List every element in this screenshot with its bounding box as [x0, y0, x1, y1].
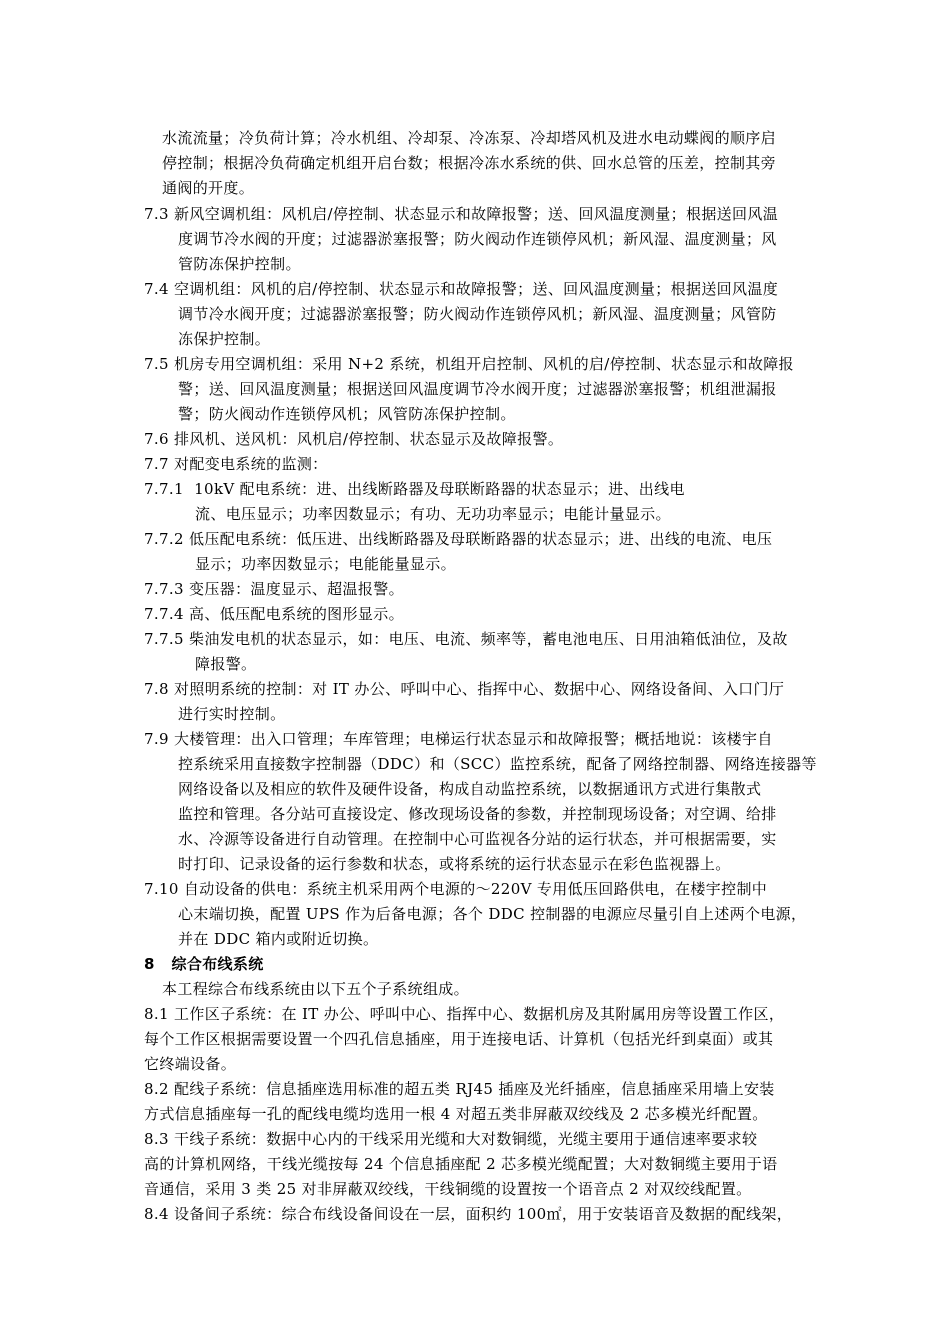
section-8-intro: 本工程综合布线系统由以下五个子系统组成。 [162, 980, 470, 998]
item-7-3-line: 度调节冷水阀的开度；过滤器淤塞报警；防火阀动作连锁停风机；新风湿、温度测量；风 [178, 230, 777, 248]
item-7-7-2-line: 7.7.2 低压配电系统：低压进、出线断路器及母联断路器的状态显示；进、出线的电流、电压 [144, 530, 773, 548]
item-7-8-line: 进行实时控制。 [178, 705, 286, 723]
item-8-1-line: 每个工作区根据需要设置一个四孔信息插座，用于连接电话、计算机（包括光纤到桌面）或其 [144, 1030, 774, 1048]
item-7-9-line: 网络设备以及相应的软件及硬件设备，构成自动监控系统，以数据通讯方式进行集散式 [178, 780, 762, 798]
item-7-7-1-line: 7.7.1 10kV 配电系统：进、出线断路器及母联断路器的状态显示；进、出线电 [144, 480, 685, 498]
item-7-6-line: 7.6 排风机、送风机：风机启/停控制、状态显示及故障报警。 [144, 430, 564, 448]
item-7-9-line: 7.9 大楼管理：出入口管理；车库管理；电梯运行状态显示和故障报警；概括地说：该楼宇自 [144, 730, 773, 748]
continuation-line: 通阀的开度。 [162, 179, 255, 197]
item-7-9-line: 控系统采用直接数字控制器（DDC）和（SCC）监控系统，配备了网络控制器、网络连接器等 [178, 755, 817, 773]
item-7-7-1-line: 流、电压显示；功率因数显示；有功、无功功率显示；电能计量显示。 [195, 505, 671, 523]
item-7-10-line: 并在 DDC 箱内或附近切换。 [178, 930, 379, 948]
item-7-3-line: 7.3 新风空调机组：风机启/停控制、状态显示和故障报警；送、回风温度测量；根据送回风温 [144, 205, 779, 223]
item-7-10-line: 7.10 自动设备的供电：系统主机采用两个电源的～220V 专用低压回路供电，在楼宇控制中 [144, 880, 768, 898]
item-8-4-line: 8.4 设备间子系统：综合布线设备间设在一层，面积约 100㎡，用于安装语音及数据的配线架， [144, 1205, 793, 1223]
item-8-3-line: 8.3 干线子系统：数据中心内的干线采用光缆和大对数铜缆，光缆主要用于通信速率要求较 [144, 1130, 758, 1148]
item-8-3-line: 音通信，采用 3 类 25 对非屏蔽双绞线，干线铜缆的设置按一个语音点 2 对双绞线配置。 [144, 1180, 752, 1198]
item-7-7-3-line: 7.7.3 变压器：温度显示、超温报警。 [144, 580, 404, 598]
item-7-7-line: 7.7 对配变电系统的监测： [144, 455, 328, 473]
item-8-3-line: 高的计算机网络，干线光缆按每 24 个信息插座配 2 芯多模光缆配置；大对数铜缆主要用于语 [144, 1155, 778, 1173]
item-7-8-line: 7.8 对照明系统的控制：对 IT 办公、呼叫中心、指挥中心、数据中心、网络设备间、入口门厅 [144, 680, 785, 698]
continuation-line: 水流流量；冷负荷计算；冷水机组、冷却泵、冷冻泵、冷却塔风机及进水电动蝶阀的顺序启 [162, 129, 777, 147]
item-7-5-line: 7.5 机房专用空调机组：采用 N+2 系统，机组开启控制、风机的启/停控制、状态显示和故障报 [144, 355, 794, 373]
item-7-10-line: 心末端切换，配置 UPS 作为后备电源；各个 DDC 控制器的电源应尽量引自上述两个电源， [178, 905, 807, 923]
item-7-5-line: 警；送、回风温度测量；根据送回风温度调节冷水阀开度；过滤器淤塞报警；机组泄漏报 [178, 380, 777, 398]
item-7-3-line: 管防冻保护控制。 [178, 255, 301, 273]
item-7-7-2-line: 显示；功率因数显示；电能能量显示。 [195, 555, 456, 573]
continuation-line: 停控制；根据冷负荷确定机组开启台数；根据冷冻水系统的供、回水总管的压差，控制其旁 [162, 154, 777, 172]
item-7-4-line: 调节冷水阀开度；过滤器淤塞报警；防火阀动作连锁停风机；新风湿、温度测量；风管防 [178, 305, 777, 323]
item-7-4-line: 冻保护控制。 [178, 330, 271, 348]
item-7-9-line: 时打印、记录设备的运行参数和状态，或将系统的运行状态显示在彩色监视器上。 [178, 855, 731, 873]
item-7-9-line: 监控和管理。各分站可直接设定、修改现场设备的参数，并控制现场设备；对空调、给排 [178, 805, 777, 823]
item-8-1-line: 它终端设备。 [144, 1055, 237, 1073]
item-7-7-5-line: 7.7.5 柴油发电机的状态显示，如：电压、电流、频率等，蓄电池电压、日用油箱低油位，及故 [144, 630, 788, 648]
item-7-7-5-line: 障报警。 [195, 655, 257, 673]
item-8-2-line: 8.2 配线子系统：信息插座选用标准的超五类 RJ45 插座及光纤插座，信息插座采用墙上安装 [144, 1080, 775, 1098]
item-7-5-line: 警；防火阀动作连锁停风机；风管防冻保护控制。 [178, 405, 516, 423]
item-8-1-line: 8.1 工作区子系统：在 IT 办公、呼叫中心、指挥中心、数据机房及其附属用房等设置工作区， [144, 1005, 785, 1023]
item-7-7-4-line: 7.7.4 高、低压配电系统的图形显示。 [144, 605, 404, 623]
item-7-4-line: 7.4 空调机组：风机的启/停控制、状态显示和故障报警；送、回风温度测量；根据送回风温度 [144, 280, 779, 298]
section-8-heading: 8 综合布线系统 [144, 955, 264, 973]
item-8-2-line: 方式信息插座每一孔的配线电缆均选用一根 4 对超五类非屏蔽双绞线及 2 芯多模光纤配置。 [144, 1105, 768, 1123]
item-7-9-line: 水、冷源等设备进行自动管理。在控制中心可监视各分站的运行状态，并可根据需要，实 [178, 830, 777, 848]
